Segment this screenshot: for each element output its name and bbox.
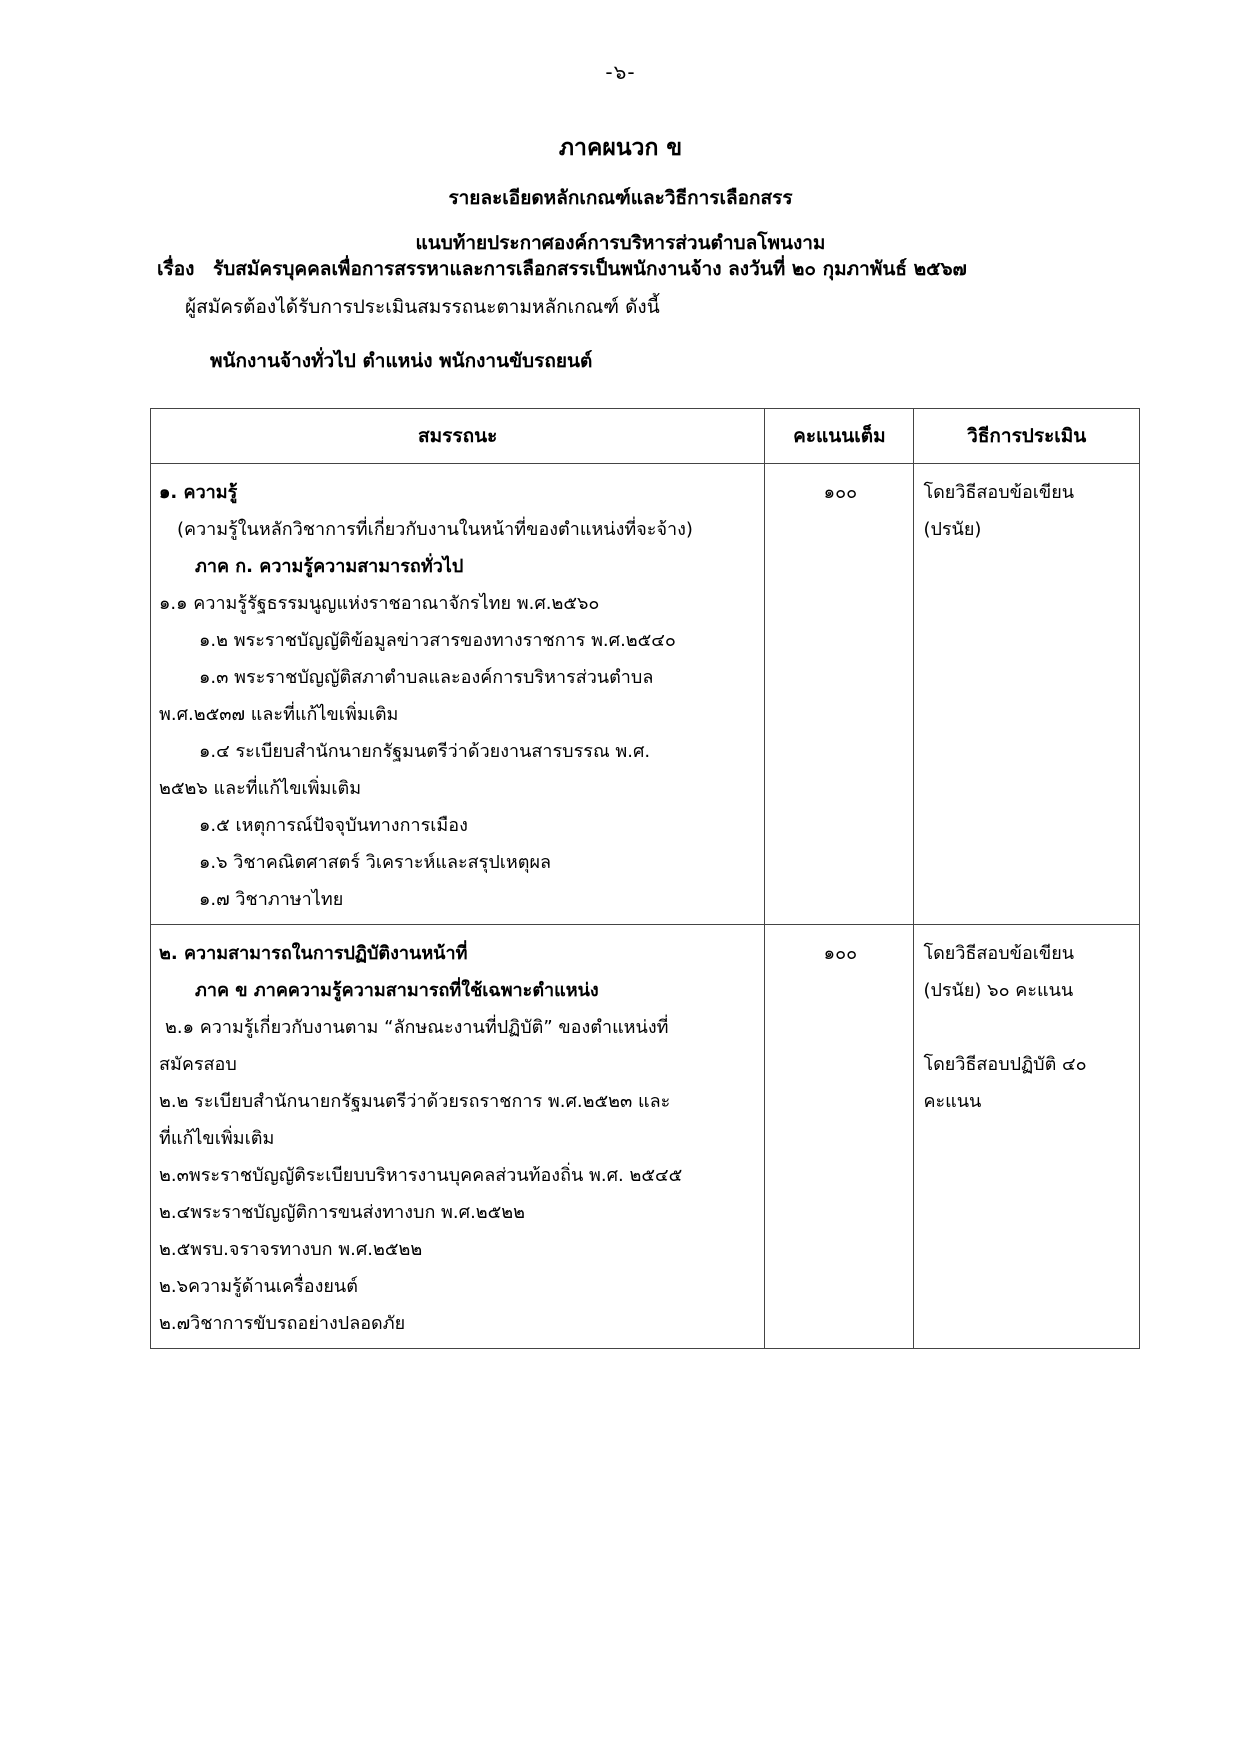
list-item: ๒.๑ ความรู้เกี่ยวกับงานตาม “ลักษณะงานที่ปฏิบัติ” ของตำแหน่งที่ <box>165 1017 669 1038</box>
table-row <box>151 925 1140 1349</box>
list-item: ๑.๒ พระราชบัญญัติข้อมูลข่าวสารของทางราชการ พ.ศ.๒๕๔๐ <box>199 630 676 651</box>
list-item: ๒.๓พระราชบัญญัติระเบียบบริหารงานบุคคลส่วนท้องถิ่น พ.ศ. ๒๕๔๕ <box>159 1165 683 1186</box>
list-item: ๑.๓ พระราชบัญญัติสภาตำบลและองค์การบริหารส่วนตำบล <box>199 667 654 688</box>
list-item-continued: ๒๕๒๖ และที่แก้ไขเพิ่มเติม <box>159 778 362 799</box>
header-competency: สมรรถนะ <box>151 409 765 464</box>
section-heading: ๒. ความสามารถในการปฏิบัติงานหน้าที่ <box>159 943 468 964</box>
subject-label: เรื่อง <box>157 258 195 280</box>
part-heading: ภาค ก. ความรู้ความสามารถทั่วไป <box>195 556 464 577</box>
list-item: ๑.๔ ระเบียบสำนักนายกรัฐมนตรีว่าด้วยงานสารบรรณ พ.ศ. <box>199 741 651 762</box>
page-number: -๖- <box>605 60 636 84</box>
list-item: ๑.๑ ความรู้รัฐธรรมนูญแห่งราชอาณาจักรไทย พ.ศ.๒๕๖๐ <box>159 593 600 614</box>
score-cell <box>765 464 914 925</box>
list-item: ๒.๒ ระเบียบสำนักนายกรัฐมนตรีว่าด้วยรถราชการ พ.ศ.๒๕๒๓ และ <box>159 1091 671 1112</box>
position-title: พนักงานจ้างทั่วไป ตำแหน่ง พนักงานขับรถยนต์ <box>210 350 593 372</box>
method-text: (ปรนัย) ๖๐ คะแนน <box>923 980 1074 1001</box>
table-row <box>151 464 1140 925</box>
list-item: ๒.๖ความรู้ด้านเครื่องยนต์ <box>159 1276 358 1297</box>
list-item: ๒.๔พระราชบัญญัติการขนส่งทางบก พ.ศ.๒๕๒๒ <box>159 1202 526 1223</box>
method-cell <box>914 464 1140 925</box>
subject-line <box>157 254 967 284</box>
intro-text: ผู้สมัครต้องได้รับการประเมินสมรรถนะตามหลักเกณฑ์ ดังนี้ <box>185 296 660 318</box>
subtitle-announcement: แนบท้ายประกาศองค์การบริหารส่วนตำบลโพนงาม <box>415 232 826 254</box>
method-text: คะแนน <box>923 1091 982 1112</box>
list-item: ๒.๗วิชาการขับรถอย่างปลอดภัย <box>159 1313 406 1334</box>
list-item-continued: ที่แก้ไขเพิ่มเติม <box>159 1128 275 1149</box>
subject-text: รับสมัครบุคคลเพื่อการสรรหาและการเลือกสรรเป็นพนักงานจ้าง ลงวันที่ ๒๐ กุมภาพันธ์ ๒๕๖๗ <box>213 258 967 280</box>
spacer <box>923 1009 1133 1046</box>
list-item: ๑.๕ เหตุการณ์ปัจจุบันทางการเมือง <box>199 815 468 836</box>
section-note: (ความรู้ในหลักวิชาการที่เกี่ยวกับงานในหน้าที่ของตำแหน่งที่จะจ้าง) <box>177 519 693 540</box>
criteria-table <box>150 408 1140 1349</box>
method-cell <box>914 925 1140 1349</box>
method-text: โดยวิธีสอบข้อเขียน <box>923 482 1075 503</box>
method-text: โดยวิธีสอบปฏิบัติ ๔๐ <box>923 1054 1087 1075</box>
competency-cell <box>151 464 765 925</box>
header-block <box>0 130 1241 273</box>
score-cell <box>765 925 914 1349</box>
header-full-score: คะแนนเต็ม <box>765 409 914 464</box>
list-item: ๒.๕พรบ.จราจรทางบก พ.ศ.๒๕๒๒ <box>159 1239 423 1260</box>
method-text: (ปรนัย) <box>923 519 982 540</box>
appendix-title: ภาคผนวก ข <box>558 135 683 161</box>
list-item: ๑.๖ วิชาคณิตศาสตร์ วิเคราะห์และสรุปเหตุผล <box>199 852 552 873</box>
method-text: โดยวิธีสอบข้อเขียน <box>923 943 1075 964</box>
full-score-value: ๑๐๐ <box>823 943 858 964</box>
list-item-continued: สมัครสอบ <box>159 1054 237 1075</box>
competency-cell <box>151 925 765 1349</box>
table-header-row <box>151 409 1140 464</box>
list-item: ๑.๗ วิชาภาษาไทย <box>199 889 344 910</box>
full-score-value: ๑๐๐ <box>823 482 858 503</box>
header-method: วิธีการประเมิน <box>914 409 1140 464</box>
list-item-continued: พ.ศ.๒๕๓๗ และที่แก้ไขเพิ่มเติม <box>159 704 399 725</box>
section-heading: ๑. ความรู้ <box>159 482 238 503</box>
subtitle-criteria: รายละเอียดหลักเกณฑ์และวิธีการเลือกสรร <box>448 187 793 209</box>
part-heading: ภาค ข ภาคความรู้ความสามารถที่ใช้เฉพาะตำแหน่ง <box>195 980 599 1001</box>
